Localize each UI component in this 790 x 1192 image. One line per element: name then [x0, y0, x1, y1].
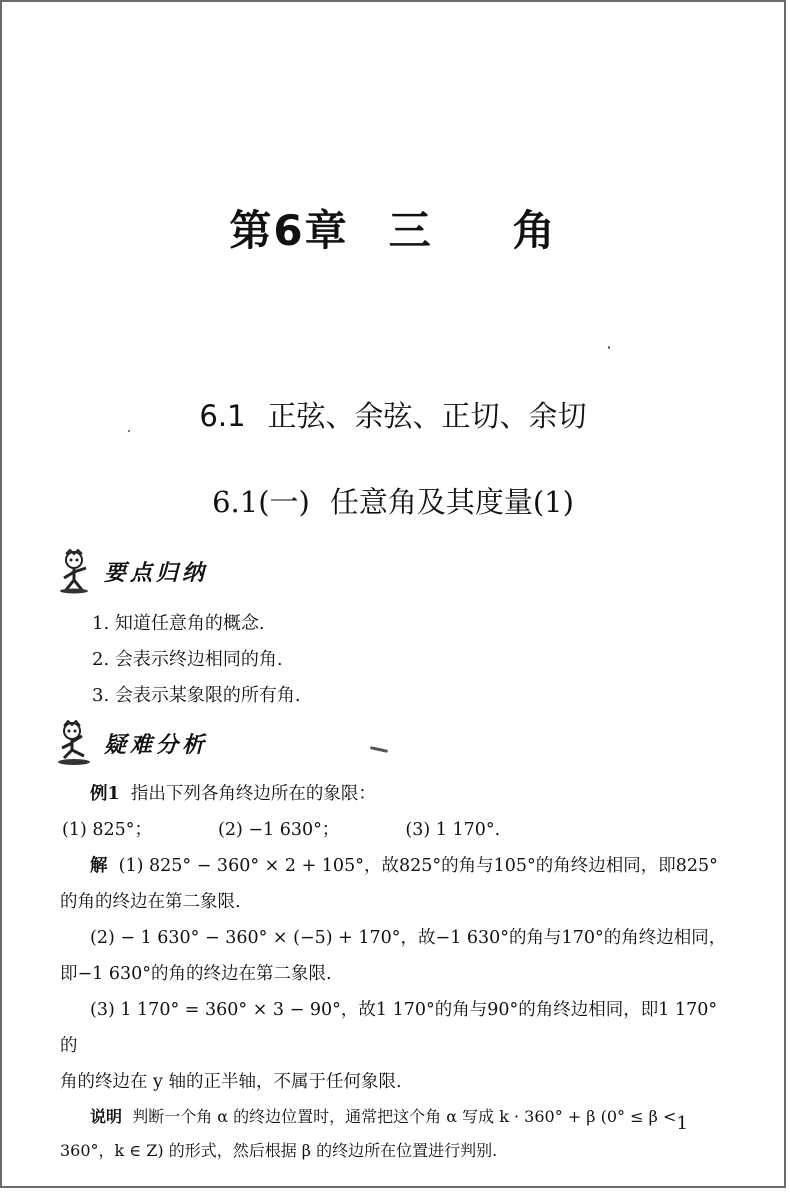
- analysis-heading-text: 疑难分析: [104, 732, 209, 758]
- subsection-text: 任意角及其度量(1): [329, 485, 574, 519]
- scan-speck: [128, 430, 130, 432]
- scan-speck: [608, 346, 610, 349]
- key-points-heading-text: 要点归纳: [104, 560, 209, 586]
- chapter-title: [2, 198, 784, 258]
- solution-line: 角的终边在 y 轴的正半轴，不属于任何象限.: [60, 1072, 402, 1092]
- note-line: [60, 1100, 730, 1134]
- section-text: 正弦、余弦、正切、余切: [267, 399, 587, 433]
- note-label: 说明: [90, 1107, 123, 1126]
- example-parts: [60, 812, 730, 848]
- example-line: [60, 776, 730, 812]
- subsection-title: [2, 480, 784, 521]
- section-title: [2, 394, 784, 435]
- cartoon-figure-icon: [54, 548, 98, 594]
- list-item: 1. 知道任意角的概念.: [92, 613, 265, 634]
- note-text: 判断一个角 α 的终边位置时，通常把这个角 α 写成 k · 360° + β (0° ≤ β <: [132, 1107, 677, 1126]
- cartoon-thinker-icon: [54, 720, 98, 766]
- solution-line: 即−1 630°的角的终边在第二象限.: [60, 964, 332, 984]
- page-number: 1: [676, 1113, 688, 1134]
- solution-line: 的角的终边在第二象限.: [60, 892, 241, 912]
- example-part-1: (1) 825°；: [62, 820, 153, 840]
- key-points-heading: [54, 548, 208, 594]
- solution-line: (2) − 1 630° − 360° × (−5) + 170°，故−1 630°的角与170°的角终边相同，: [90, 928, 727, 948]
- solution-text: (1) 825° − 360° × 2 + 105°，故825°的角与105°的角终边相同，即825°: [118, 856, 718, 876]
- example-part-3: (3) 1 170°.: [405, 820, 501, 840]
- example-block: [60, 776, 730, 1168]
- example-text: 指出下列各角终边所在的象限：: [130, 784, 376, 804]
- note-line: 360°，k ∈ Z) 的形式，然后根据 β 的终边所在位置进行判别.: [60, 1141, 498, 1160]
- subsection-number: 6.1(一): [212, 485, 310, 519]
- solution-line: [60, 848, 730, 884]
- scan-speck: [370, 746, 388, 753]
- chapter-number: 第6章: [229, 206, 349, 255]
- list-item: 2. 会表示终边相同的角.: [92, 649, 283, 670]
- chapter-char-1: 三: [388, 206, 433, 255]
- chapter-char-2: 角: [512, 206, 557, 255]
- solution-label: 解: [90, 856, 108, 876]
- list-item: 3. 会表示某象限的所有角.: [92, 685, 301, 706]
- example-label: 例1: [90, 784, 120, 804]
- analysis-heading: [54, 720, 208, 766]
- key-points-list: [92, 606, 301, 714]
- solution-line: (3) 1 170° = 360° × 3 − 90°，故1 170°的角与90°的角终边相同，即1 170°的: [60, 1000, 718, 1056]
- example-part-2: (2) −1 630°；: [218, 820, 340, 840]
- section-number: 6.1: [199, 399, 246, 433]
